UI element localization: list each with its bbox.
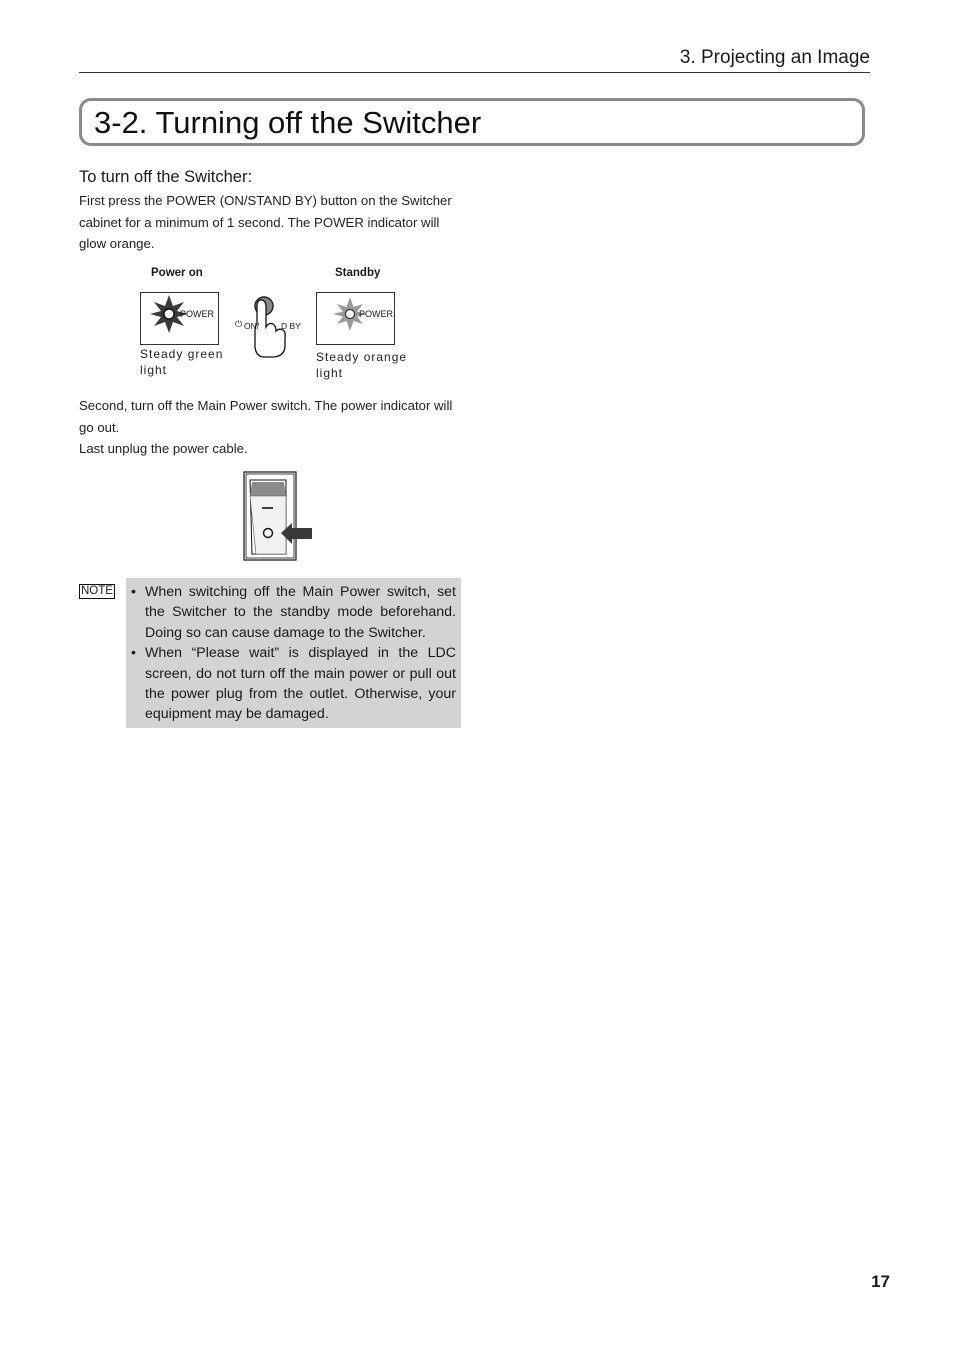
header-rule [79, 72, 870, 73]
power-on-panel [140, 292, 219, 345]
button-label-on: ON/ [244, 321, 260, 331]
caption-orange [316, 349, 407, 381]
paragraph-last-step: Last unplug the power cable. [79, 441, 248, 456]
panel-power-label: POWER [359, 309, 394, 319]
caption-green-line-1: Steady green [140, 347, 224, 361]
running-header: 3. Projecting an Image [679, 47, 870, 68]
svg-text:⏻: ⏻ [235, 320, 243, 330]
section-title-box [79, 98, 865, 146]
page-number: 17 [871, 1272, 890, 1291]
subheading: To turn off the Switcher: [79, 168, 253, 186]
note-box [126, 578, 461, 728]
main-power-switch-icon [240, 470, 316, 564]
standby-panel [316, 292, 395, 345]
note-tag: NOTE [81, 585, 113, 597]
label-standby: Standby [335, 267, 381, 279]
label-power-on: Power on [151, 267, 203, 279]
panel-power-label: POWER [180, 309, 215, 319]
note-list [126, 578, 461, 725]
paragraph-first-step: First press the POWER (ON/STAND BY) button on the Switcher cabinet for a minimum of 1 second. The POWER indicator will glow orange. [79, 193, 452, 251]
paragraph-second-step: Second, turn off the Main Power switch. The power indicator will go out. [79, 398, 453, 435]
note-item: • When switching off the Main Power switch, set the Switcher to the standby mode beforehand. Doing so can cause damage to the Switcher. [145, 582, 456, 643]
note-item: • When “Please wait” is displayed in the LDC screen, do not turn off the main power or pull out the power plug from the outlet. Otherwise, your equipment may be damaged. [145, 643, 456, 725]
section-title: 3-2. Turning off the Switcher [94, 105, 482, 140]
caption-green-line-2: light [140, 363, 168, 377]
caption-orange-line-1: Steady orange [316, 350, 408, 364]
caption-orange-line-2: light [316, 366, 344, 380]
caption-green [140, 346, 223, 378]
button-label-standby: D BY [281, 321, 301, 331]
